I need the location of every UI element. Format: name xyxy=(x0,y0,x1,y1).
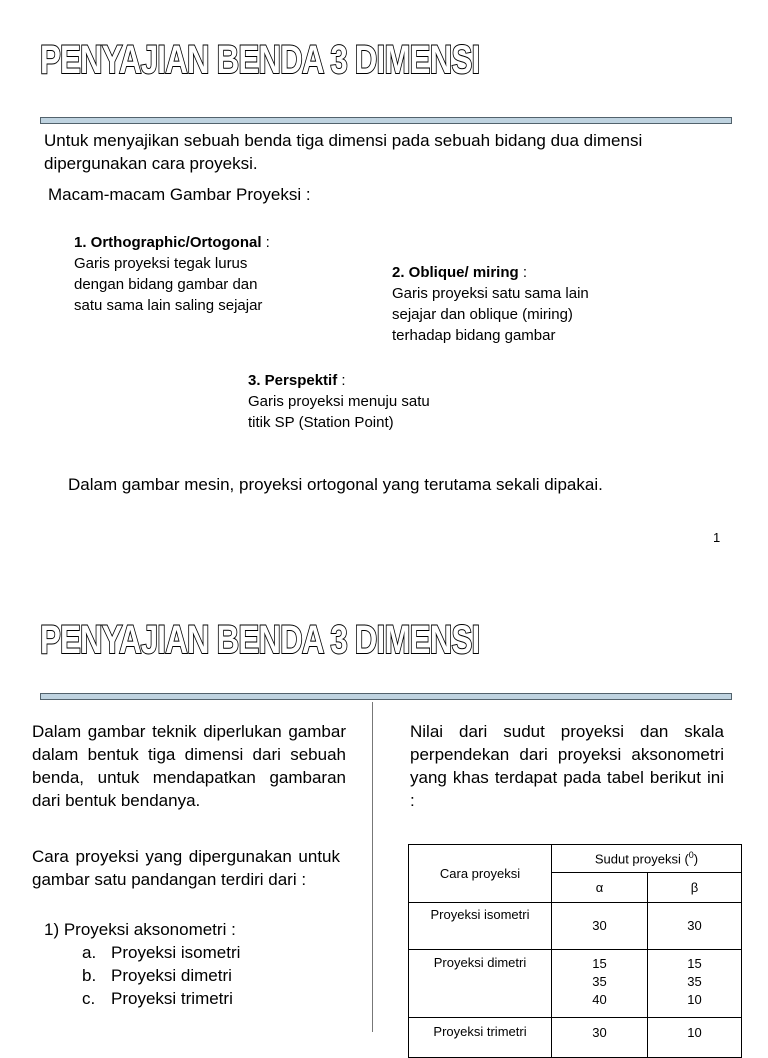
column-divider xyxy=(372,702,373,1032)
intro-line-2: dipergunakan cara proyeksi. xyxy=(44,154,258,173)
sub-list-text: Proyeksi trimetri xyxy=(111,989,233,1008)
alpha-cell: 30 xyxy=(552,1018,648,1058)
intro-line-1: Untuk menyajikan sebuah benda tiga dimensi pada sebuah bidang dua dimensi xyxy=(44,131,643,150)
item-oblique xyxy=(392,262,589,346)
right-paragraph: Nilai dari sudut proyeksi dan skala perpendekan dari proyeksi aksonometri yang khas terdapat pada tabel berikut ini : xyxy=(410,722,724,810)
slide-2 xyxy=(0,580,768,1040)
item-heading: 3. Perspektif xyxy=(248,372,338,389)
slide-title: PENYAJIAN BENDA 3 DIMENSI xyxy=(40,38,480,82)
method-cell: Proyeksi dimetri xyxy=(409,950,552,1018)
item-heading: 1. Orthographic/Ortogonal xyxy=(74,234,262,251)
sub-list-letter: b. xyxy=(82,966,97,985)
sub-list-text: Proyeksi isometri xyxy=(111,943,241,962)
left-paragraph-1: Dalam gambar teknik diperlukan gambar dalam bentuk tiga dimensi dari sebuah benda, untuk mendapatkan gambaran dari bentuk bendanya. xyxy=(32,722,346,810)
header-angle: Sudut proyeksi ($^0$) xyxy=(552,845,742,873)
sub-list-item xyxy=(82,964,240,987)
subheading: Macam-macam Gambar Proyeksi : xyxy=(48,185,311,204)
item-separator: : xyxy=(261,234,270,251)
alpha-cell: 30 xyxy=(552,903,648,950)
title-divider xyxy=(40,117,732,124)
beta-cell: 15 35 10 xyxy=(648,950,742,1018)
beta-cell: 10 xyxy=(648,1018,742,1058)
item-line: titik SP (Station Point) xyxy=(248,414,394,431)
alpha-cell: 15 35 40 xyxy=(552,950,648,1018)
sub-list xyxy=(82,941,240,1010)
item-heading: 2. Oblique/ miring xyxy=(392,264,519,281)
sub-list-item xyxy=(82,941,240,964)
sub-list-letter: c. xyxy=(82,989,96,1008)
conclusion: Dalam gambar mesin, proyeksi ortogonal yang terutama sekali dipakai. xyxy=(68,475,603,494)
item-line: dengan bidang gambar dan xyxy=(74,276,258,293)
header-beta: β xyxy=(648,873,742,903)
projection-table xyxy=(408,844,742,1058)
table-row xyxy=(409,1018,742,1058)
item-line: satu sama lain saling sejajar xyxy=(74,297,263,314)
beta-cell: 30 xyxy=(648,903,742,950)
method-cell: Proyeksi trimetri xyxy=(409,1018,552,1058)
item-perspektif xyxy=(248,370,430,433)
slide-title: PENYAJIAN BENDA 3 DIMENSI xyxy=(40,618,480,662)
header-alpha: α xyxy=(552,873,648,903)
table-row xyxy=(409,903,742,950)
left-paragraph-2: Cara proyeksi yang dipergunakan untuk gambar satu pandangan terdiri dari : xyxy=(32,847,340,889)
sub-list-text: Proyeksi dimetri xyxy=(111,966,232,985)
item-line: terhadap bidang gambar xyxy=(392,327,556,344)
table-row xyxy=(409,950,742,1018)
list-item-aksonometri: 1) Proyeksi aksonometri : xyxy=(44,920,236,939)
item-separator: : xyxy=(337,372,346,389)
sub-list-letter: a. xyxy=(82,943,97,962)
item-line: Garis proyeksi tegak lurus xyxy=(74,255,248,272)
sub-list-item xyxy=(82,987,240,1010)
title-divider xyxy=(40,693,732,700)
header-method: Cara proyeksi xyxy=(409,845,552,903)
item-orthographic xyxy=(74,232,270,316)
item-separator: : xyxy=(518,264,528,281)
method-cell: Proyeksi isometri xyxy=(409,903,552,950)
item-line: sejajar dan oblique (miring) xyxy=(392,306,573,323)
page-number: 1 xyxy=(713,530,721,545)
item-line: Garis proyeksi satu sama lain xyxy=(392,285,589,302)
item-line: Garis proyeksi menuju satu xyxy=(248,393,430,410)
